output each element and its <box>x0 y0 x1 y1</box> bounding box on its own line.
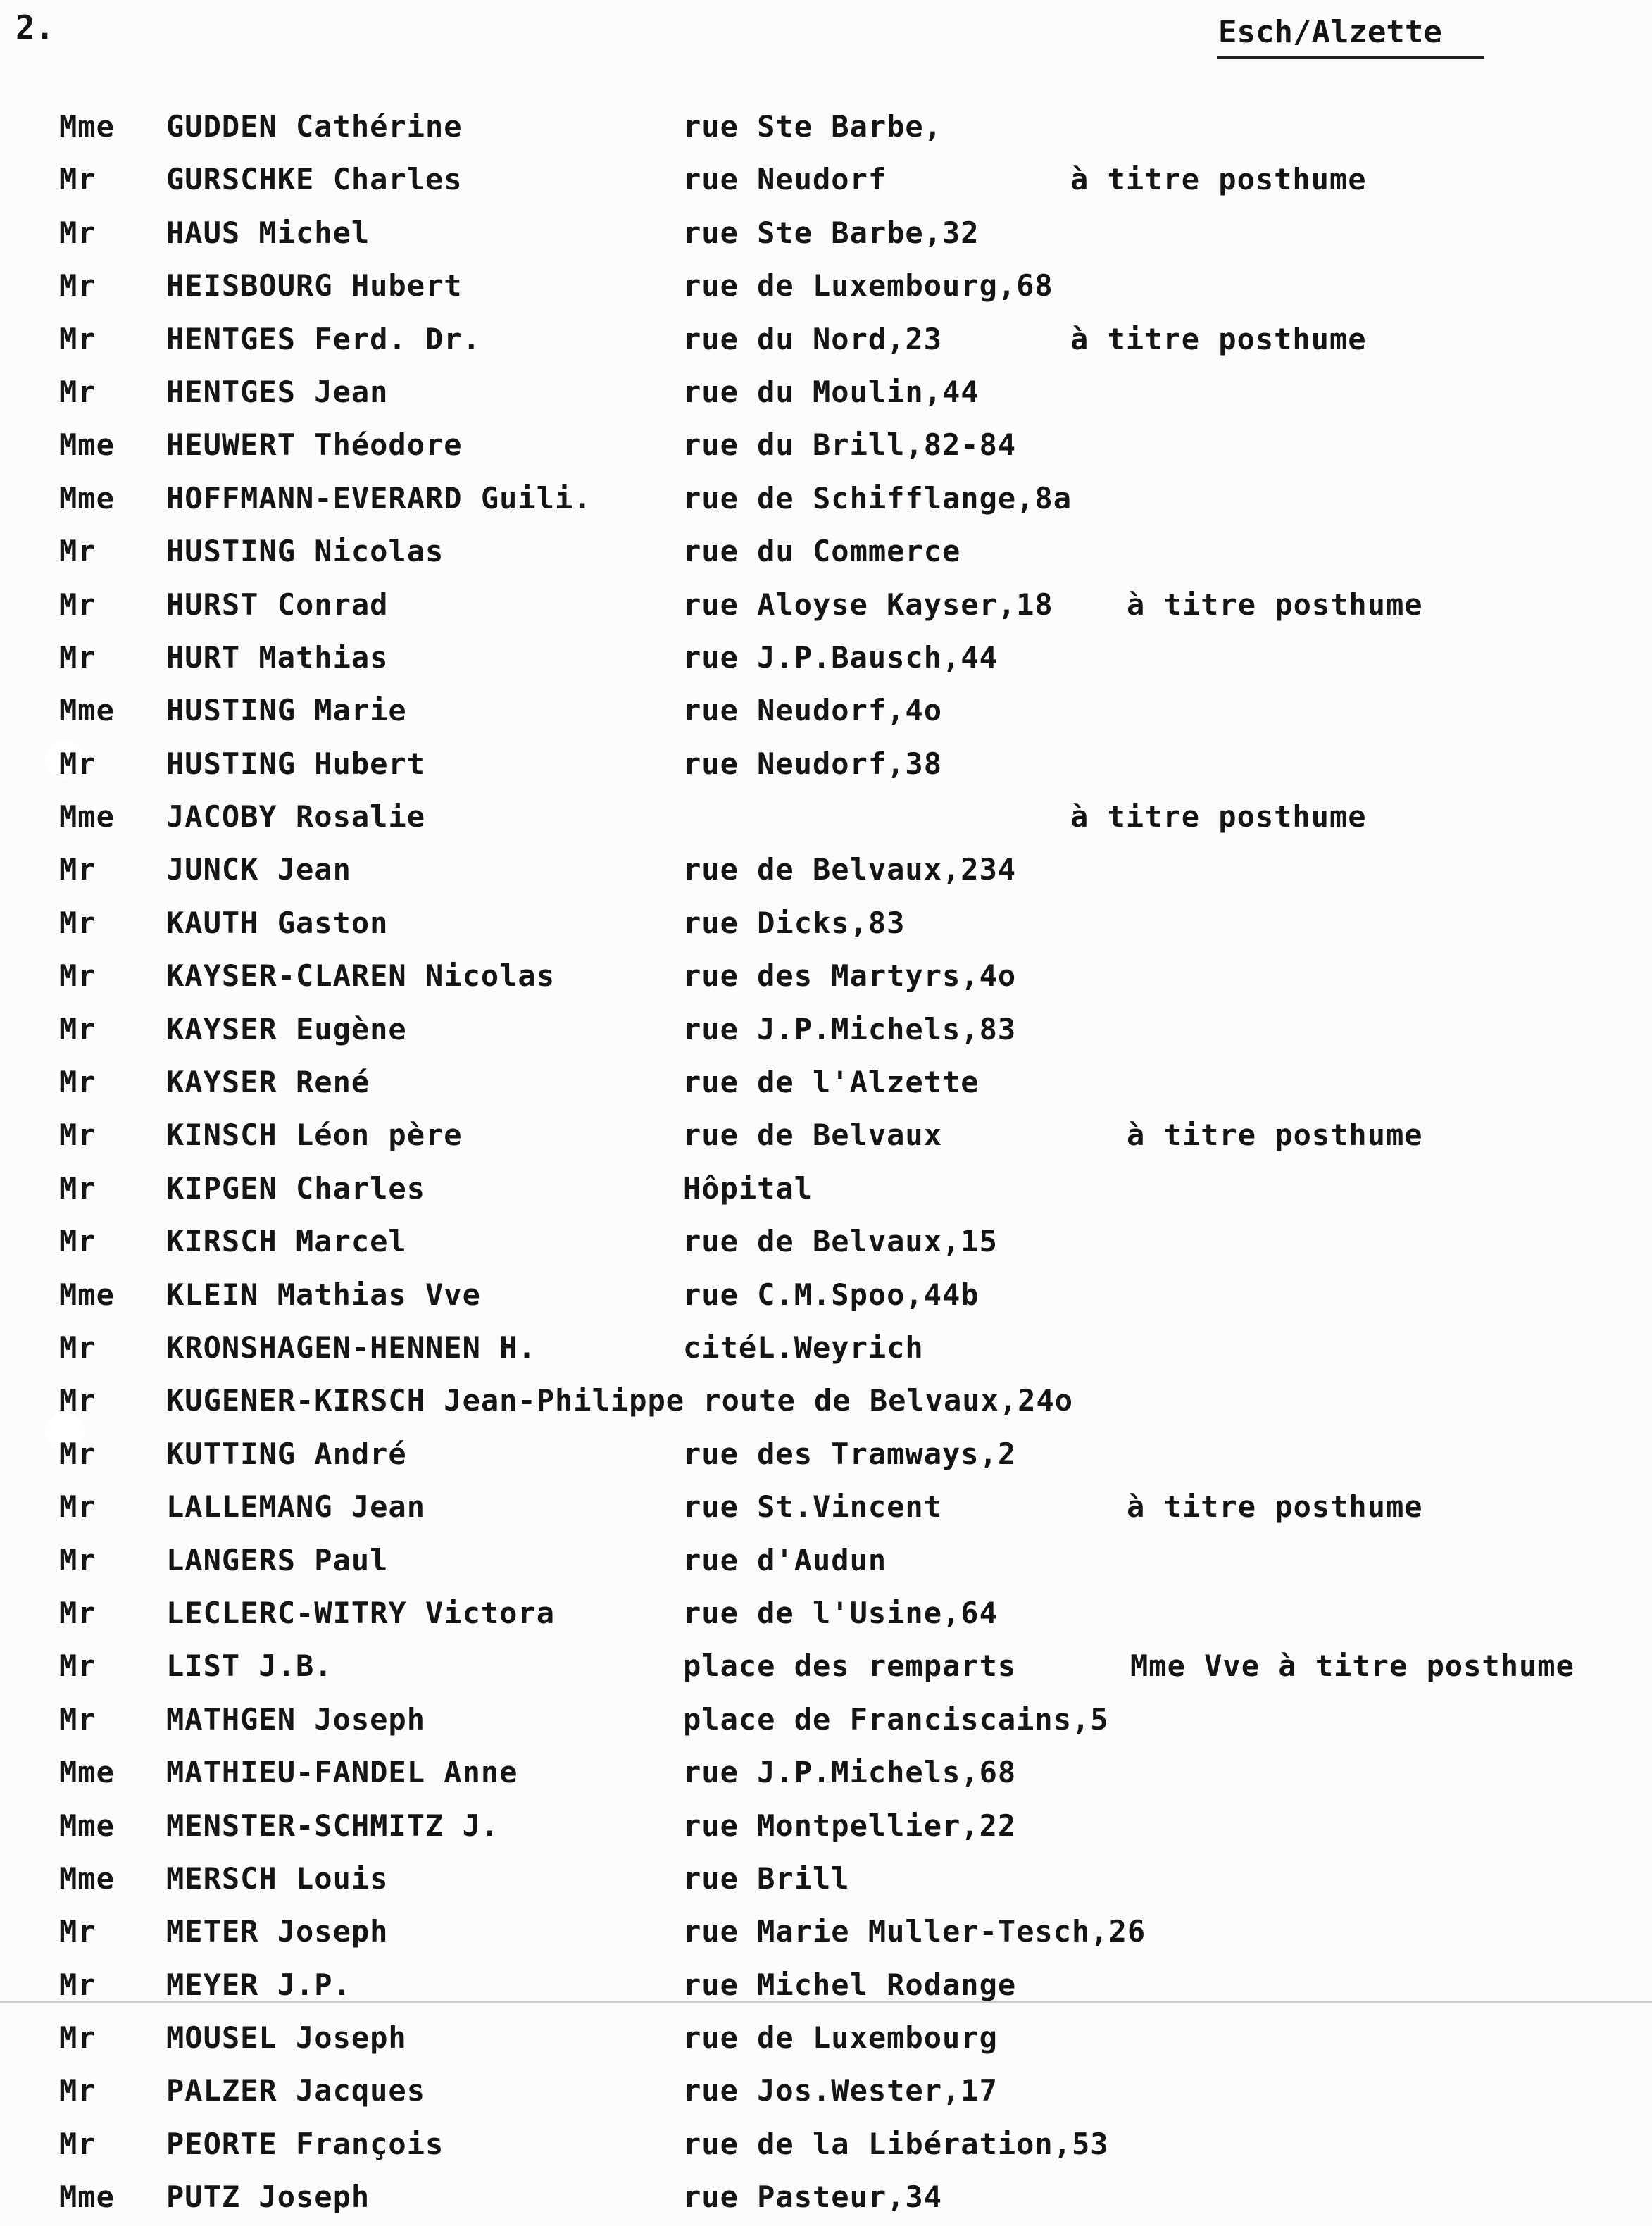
entry-title: Mr <box>59 1065 96 1100</box>
list-item <box>0 951 1652 1004</box>
entry-note: à titre posthume <box>1127 1489 1423 1525</box>
header-place: Esch/Alzette <box>1218 14 1442 50</box>
entry-name: MENSTER-SCHMITZ J. <box>166 1808 500 1843</box>
list-item <box>0 1058 1652 1111</box>
entry-title: Mr <box>59 1967 96 2002</box>
entry-note: Mme Vve à titre posthume <box>1130 1649 1575 1684</box>
entry-address: rue de Luxembourg <box>683 2020 998 2056</box>
entry-title: Mr <box>59 1383 96 1418</box>
entry-name: KAYSER-CLAREN Nicolas <box>166 958 556 994</box>
entry-name: MATHIEU-FANDEL Anne <box>166 1755 518 1790</box>
entry-note: à titre posthume <box>1127 587 1423 622</box>
entry-name: HAUS Michel <box>166 215 370 250</box>
entry-address: rue de Belvaux,15 <box>683 1224 998 1259</box>
list-item <box>0 420 1652 473</box>
entry-name: JUNCK Jean <box>166 852 351 887</box>
entry-address: rue Ste Barbe,32 <box>683 215 980 250</box>
entry-title: Mme <box>59 1277 115 1312</box>
entry-name: KAUTH Gaston <box>166 905 389 940</box>
list-item <box>0 899 1652 951</box>
entry-address: rue Dicks,83 <box>683 905 906 940</box>
entry-title: Mr <box>59 587 96 622</box>
entry-name: KAYSER Eugène <box>166 1011 407 1046</box>
entry-title: Mr <box>59 534 96 569</box>
list-item <box>0 474 1652 527</box>
entry-title: Mr <box>59 162 96 197</box>
entry-address: rue du Commerce <box>683 534 961 569</box>
entry-title: Mr <box>59 1330 96 1365</box>
list-item <box>0 2120 1652 2172</box>
entry-address: rue de Schifflange,8a <box>683 480 1072 515</box>
entry-address: rue Jos.Wester,17 <box>683 2073 998 2108</box>
entry-address: rue de Belvaux,234 <box>683 852 1017 887</box>
entry-title: Mme <box>59 480 115 515</box>
entry-title: Mr <box>59 852 96 887</box>
entry-address: rue de Luxembourg,68 <box>683 268 1053 304</box>
entry-note: à titre posthume <box>1070 321 1367 356</box>
entry-title: Mr <box>59 1170 96 1206</box>
entry-title: Mr <box>59 1649 96 1684</box>
entry-address: citéL.Weyrich <box>683 1330 924 1365</box>
entry-title: Mme <box>59 427 115 463</box>
entry-name: KUGENER-KIRSCH Jean-Philippe route de Belvaux,24o <box>166 1383 1074 1418</box>
entry-note: à titre posthume <box>1070 162 1367 197</box>
entry-name: HEUWERT Théodore <box>166 427 463 463</box>
entry-address: rue Brill <box>683 1861 850 1896</box>
entry-name: LECLERC-WITRY Victora <box>166 1595 556 1630</box>
entry-name: MOUSEL Joseph <box>166 2020 407 2056</box>
entry-name: MEYER J.P. <box>166 1967 351 2002</box>
entry-name: HOFFMANN-EVERARD Guili. <box>166 480 592 515</box>
entry-name: HUSTING Hubert <box>166 746 426 781</box>
entry-title: Mr <box>59 1118 96 1153</box>
list-item <box>0 792 1652 845</box>
entry-name: JACOBY Rosalie <box>166 799 426 834</box>
entry-title: Mr <box>59 1436 96 1471</box>
entry-address: rue Montpellier,22 <box>683 1808 1017 1843</box>
entry-address: rue de l'Usine,64 <box>683 1595 998 1630</box>
entry-name: PALZER Jacques <box>166 2073 426 2108</box>
list-item <box>0 845 1652 898</box>
entry-title: Mme <box>59 1808 115 1843</box>
list-item <box>0 1748 1652 1801</box>
list-item <box>0 580 1652 633</box>
list-item <box>0 1854 1652 1907</box>
list-item <box>0 1270 1652 1323</box>
list-item <box>0 155 1652 208</box>
entry-note: à titre posthume <box>1127 1118 1423 1153</box>
entry-title: Mr <box>59 374 96 409</box>
entry-address: rue Aloyse Kayser,18 <box>683 587 1053 622</box>
entry-name: LIST J.B. <box>166 1649 333 1684</box>
entry-title: Mr <box>59 215 96 250</box>
entry-title: Mr <box>59 2126 96 2161</box>
list-item <box>0 1695 1652 1748</box>
list-item <box>0 633 1652 686</box>
list-item <box>0 1801 1652 1854</box>
entry-name: HURST Conrad <box>166 587 389 622</box>
entry-list <box>0 102 1652 2226</box>
list-item <box>0 1111 1652 1163</box>
entry-address: rue J.P.Bausch,44 <box>683 639 998 675</box>
page-number: 2. <box>15 8 55 46</box>
entry-address: rue Neudorf,38 <box>683 746 943 781</box>
list-item <box>0 1005 1652 1058</box>
entry-address: rue du Nord,23 <box>683 321 943 356</box>
list-item <box>0 686 1652 739</box>
entry-name: HENTGES Jean <box>166 374 389 409</box>
entry-title: Mr <box>59 1595 96 1630</box>
entry-title: Mme <box>59 1755 115 1790</box>
entry-address: rue des Martyrs,4o <box>683 958 1017 994</box>
entry-name: MERSCH Louis <box>166 1861 389 1896</box>
entry-name: HENTGES Ferd. Dr. <box>166 321 481 356</box>
entry-name: METER Joseph <box>166 1914 389 1949</box>
entry-address: rue d'Audun <box>683 1542 887 1577</box>
entry-title: Mr <box>59 958 96 994</box>
entry-name: PUTZ Joseph <box>166 2180 370 2215</box>
entry-title: Mr <box>59 1542 96 1577</box>
list-item <box>0 1589 1652 1642</box>
entry-name: KAYSER René <box>166 1065 370 1100</box>
list-item <box>0 1642 1652 1694</box>
entry-title: Mme <box>59 109 115 144</box>
list-item <box>0 261 1652 314</box>
list-item <box>0 1430 1652 1482</box>
list-item <box>0 208 1652 261</box>
entry-name: HURT Mathias <box>166 639 389 675</box>
list-item <box>0 1376 1652 1429</box>
list-item <box>0 102 1652 155</box>
list-item <box>0 1482 1652 1535</box>
entry-name: KLEIN Mathias Vve <box>166 1277 481 1312</box>
entry-address: rue des Tramways,2 <box>683 1436 1017 1471</box>
entry-name: GUDDEN Cathérine <box>166 109 463 144</box>
entry-name: KRONSHAGEN-HENNEN H. <box>166 1330 537 1365</box>
entry-address: rue de l'Alzette <box>683 1065 980 1100</box>
entry-name: HEISBOURG Hubert <box>166 268 463 304</box>
entry-address: place des remparts <box>683 1649 1017 1684</box>
entry-address: rue du Brill,82-84 <box>683 427 1017 463</box>
entry-address: rue du Moulin,44 <box>683 374 980 409</box>
entry-address: place de Franciscains,5 <box>683 1701 1109 1737</box>
entry-name: KIPGEN Charles <box>166 1170 426 1206</box>
list-item <box>0 315 1652 368</box>
entry-address: rue Michel Rodange <box>683 1967 1017 2002</box>
list-item <box>0 1217 1652 1270</box>
list-item <box>0 1323 1652 1376</box>
list-item <box>0 1907 1652 1960</box>
entry-name: KINSCH Léon père <box>166 1118 463 1153</box>
entry-title: Mme <box>59 693 115 728</box>
entry-address: rue de la Libération,53 <box>683 2126 1109 2161</box>
entry-title: Mr <box>59 639 96 675</box>
entry-title: Mr <box>59 1914 96 1949</box>
list-item <box>0 368 1652 420</box>
list-item <box>0 1536 1652 1589</box>
entry-title: Mr <box>59 905 96 940</box>
entry-address: rue Ste Barbe, <box>683 109 943 144</box>
entry-title: Mr <box>59 1489 96 1525</box>
entry-address: rue de Belvaux <box>683 1118 943 1153</box>
list-item <box>0 2066 1652 2119</box>
list-item <box>0 739 1652 792</box>
entry-title: Mr <box>59 2020 96 2056</box>
entry-title: Mr <box>59 1701 96 1737</box>
list-item <box>0 1164 1652 1217</box>
entry-name: KUTTING André <box>166 1436 407 1471</box>
entry-address: rue St.Vincent <box>683 1489 943 1525</box>
entry-title: Mr <box>59 746 96 781</box>
entry-name: PEORTE François <box>166 2126 444 2161</box>
entry-name: LANGERS Paul <box>166 1542 389 1577</box>
entry-address: rue J.P.Michels,68 <box>683 1755 1017 1790</box>
list-item <box>0 2013 1652 2066</box>
entry-address: rue Neudorf <box>683 162 887 197</box>
list-item <box>0 527 1652 580</box>
entry-address: rue Pasteur,34 <box>683 2180 943 2215</box>
entry-title: Mr <box>59 1224 96 1259</box>
entry-name: GURSCHKE Charles <box>166 162 463 197</box>
entry-note: à titre posthume <box>1070 799 1367 834</box>
entry-name: HUSTING Marie <box>166 693 407 728</box>
header-underline <box>1217 56 1484 59</box>
entry-name: HUSTING Nicolas <box>166 534 444 569</box>
entry-address: rue C.M.Spoo,44b <box>683 1277 980 1312</box>
entry-name: KIRSCH Marcel <box>166 1224 407 1259</box>
entry-name: LALLEMANG Jean <box>166 1489 426 1525</box>
entry-address: rue Marie Muller-Tesch,26 <box>683 1914 1146 1949</box>
entry-title: Mr <box>59 2073 96 2108</box>
entry-title: Mme <box>59 799 115 834</box>
entry-title: Mme <box>59 1861 115 1896</box>
entry-name: MATHGEN Joseph <box>166 1701 426 1737</box>
entry-address: rue Neudorf,4o <box>683 693 943 728</box>
entry-title: Mr <box>59 1011 96 1046</box>
entry-address: Hôpital <box>683 1170 813 1206</box>
entry-title: Mr <box>59 321 96 356</box>
list-item <box>0 2172 1652 2225</box>
entry-title: Mme <box>59 2180 115 2215</box>
entry-title: Mr <box>59 268 96 304</box>
entry-address: rue J.P.Michels,83 <box>683 1011 1017 1046</box>
list-item <box>0 1961 1652 2013</box>
